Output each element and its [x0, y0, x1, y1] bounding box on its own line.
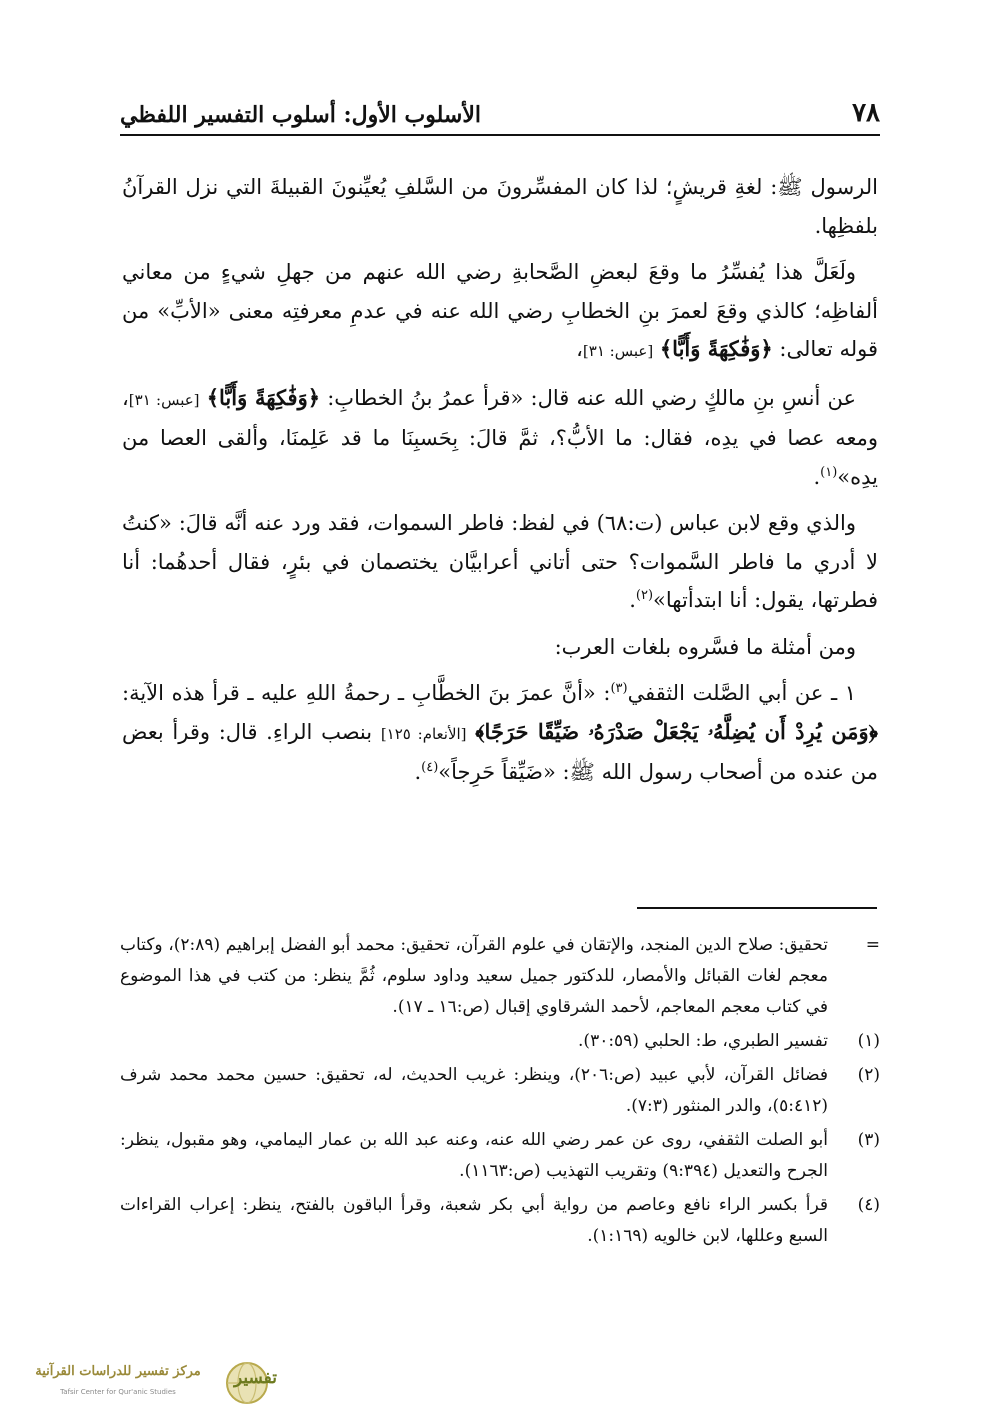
- footnote-2: (٢) فضائل القرآن، لأبي عبيد (ص:٢٠٦)، وينظر: غريب الحديث، له، تحقيق: حسين محمد محمد شرف (٥:٤١٢)، والدر المنثور (٧:٣).: [120, 1065, 880, 1116]
- tafsir-center-logo: [14, 1358, 276, 1410]
- footnote-marker: (٣): [610, 681, 628, 696]
- paragraph-3: عن أنسِ بنِ مالكٍ رضي الله عنه قال: «قرأ عمرُ بنُ الخطابِ: ﴿وَفَٰكِهَةً وَأَبًّا﴾ [عبس: ٣١]، ومعه عصا في يدِه، فقال: ما الأبُّ؟، ثمَّ قالَ: بِحَسبِنَا ما قد عَلِمنَا، وألقى العصا من يدِه»$^{(١)}$.: [122, 384, 878, 489]
- quran-verse: ﴿وَمَن يُرِدْ أَن يُضِلَّهُۥ يَجْعَلْ صَدْرَهُۥ ضَيِّقًا حَرَجًا﴾: [475, 718, 878, 744]
- footnote-separator: [637, 907, 877, 909]
- logo-arabic-name: مركز تفسير للدراسات القرآنية: [35, 1364, 201, 1379]
- logo-word: تفسير: [234, 1368, 278, 1388]
- verse-reference: [عبس: ٣١]: [128, 390, 200, 409]
- page-header: [120, 88, 880, 136]
- footnote-marker: (١): [820, 464, 838, 480]
- quran-verse: ﴿وَفَٰكِهَةً وَأَبًّا﴾: [659, 336, 773, 361]
- footnote-1: (١) تفسير الطبري، ط: الحلبي (٣٠:٥٩).: [578, 1031, 880, 1051]
- footnotes: [120, 930, 880, 1255]
- paragraph-4: والذي وقع لابن عباس (ت:٦٨) في لفظ: فاطر السموات، فقد ورد عنه أنَّه قالَ: «كنتُ لا أدري ما فاطر السَّموات؟ حتى أتاني أعرابيَّان يختصمان في بئرٍ، فقال أحدهُما: أنا فطرتها، يقول: أنا ابتدأتها»$^{(٢)}$.: [122, 511, 878, 612]
- footnote-4: (٤) قرأ بكسر الراء نافع وعاصم من رواية أبي بكر شعبة، وقرأ الباقون بالفتح، ينظر: إعراب القراءات السبع وعللها، لابن خالويه (١:١٦٩).: [120, 1195, 880, 1246]
- footnote-continuation: = تحقيق: صلاح الدين المنجد، والإتقان في علوم القرآن، تحقيق: محمد أبو الفضل إبراهيم (٢:٨٩)، وكتاب معجم لغات القبائل والأمصار، للدكتور جميل سعيد وداود سلوم، ثُمَّ ينظر: من كتب في هذا الموضوع في كتاب معجم المعاجم، لأحمد الشرقاوي إقبال (ص:١٦ ـ ١٧).: [120, 935, 880, 1017]
- footnote-marker: (٤): [421, 760, 439, 775]
- verse-reference: [الأنعام: ١٢٥]: [380, 724, 467, 743]
- paragraph-1: الرسول ﷺ: لغةِ قريشٍ؛ لذا كان المفسِّرونَ من السَّلفِ يُعيِّنونَ القبيلةَ التي نزل القرآنُ بلفظِها.: [122, 175, 878, 238]
- footnote-3: (٣) أبو الصلت الثقفي، روى عن عمر رضي الله عنه، وعنه عبد الله بن عمار اليمامي، وهو مقبول، ينظر: الجرح والتعديل (٩:٣٩٤) وتقريب التهذيب (ص:١١٦٣).: [120, 1130, 880, 1181]
- main-text: [122, 168, 878, 800]
- verse-reference: [عبس: ٣١]: [582, 342, 654, 360]
- paragraph-6: ١ ـ عن أبي الصَّلت الثقفي$^{(٣)}$: «أنَّ عمرَ بنَ الخطَّابِ ـ رحمةُ اللهِ عليه ـ قرأ هذه الآية: ﴿وَمَن يُرِدْ أَن يُضِلَّهُۥ يَجْعَلْ صَدْرَهُۥ ضَيِّقًا حَرَجًا﴾ [الأنعام: ١٢٥] بنصب الراءِ. قال: وقرأ بعض من عنده من أصحاب رسول الله ﷺ: «ضَيِّقاً حَرِجاً»$^{(٤)}$.: [122, 681, 878, 784]
- paragraph-2: ولَعَلَّ هذا يُفسِّرُ ما وقعَ لبعضِ الصَّحابةِ رضي الله عنهم من جهلِ شيءٍ من معاني ألفاظِه؛ كالذي وقعَ لعمرَ بنِ الخطابِ رضي الله عنه في عدمِ معرفتِه معنى «الأبِّ» من قوله تعالى: ﴿وَفَٰكِهَةً وَأَبًّا﴾ [عبس: ٣١]،: [122, 260, 878, 361]
- paragraph-5: ومن أمثلة ما فسَّروه بلغات العرب:: [554, 634, 856, 659]
- quran-verse: ﴿وَفَٰكِهَةً وَأَبًّا﴾: [206, 384, 321, 410]
- footnote-marker: (٢): [635, 588, 654, 603]
- logo-english-name: Tafsir Center for Qur'anic Studies: [60, 1388, 176, 1396]
- page-number: ٧٨: [852, 98, 880, 128]
- running-title: الأسلوب الأول: أسلوب التفسير اللفظي: [120, 102, 481, 128]
